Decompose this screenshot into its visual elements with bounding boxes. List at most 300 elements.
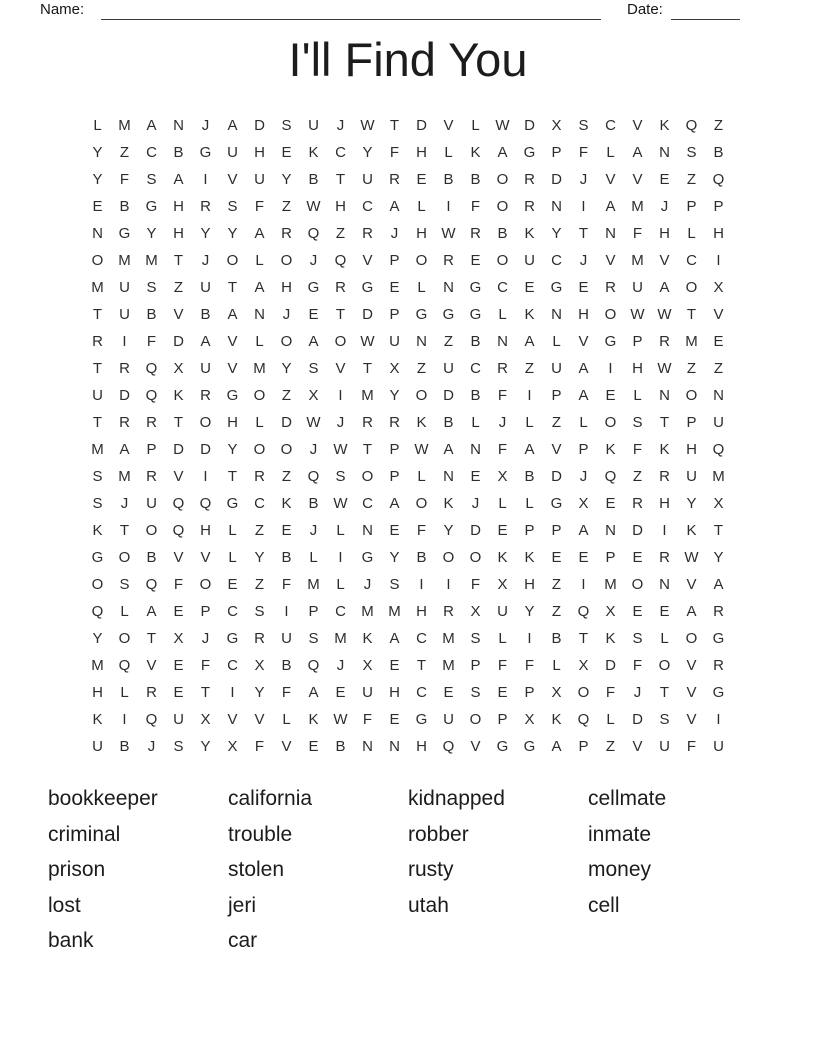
grid-letter: L — [255, 252, 264, 269]
grid-letter: D — [173, 441, 184, 458]
grid-letter: O — [253, 441, 266, 458]
grid-letter: J — [309, 441, 318, 458]
grid-letter: K — [308, 144, 319, 161]
grid-letter: D — [200, 441, 211, 458]
grid-letter: Y — [713, 549, 724, 566]
grid-letter: G — [118, 225, 131, 242]
grid-letter: E — [281, 522, 292, 539]
grid-letter: N — [551, 306, 562, 323]
grid-letter: U — [632, 279, 643, 296]
grid-letter: Z — [713, 117, 724, 134]
grid-letter: M — [712, 468, 725, 485]
grid-letter: A — [200, 333, 211, 350]
grid-letter: M — [631, 252, 644, 269]
grid-letter: Q — [145, 576, 158, 593]
grid-letter: N — [443, 468, 454, 485]
grid-letter: J — [471, 495, 480, 512]
grid-letter: L — [255, 414, 264, 431]
grid-letter: Y — [362, 144, 373, 161]
grid-letter: I — [716, 252, 721, 269]
word-item: inmate — [588, 822, 652, 846]
grid-letter: G — [199, 144, 212, 161]
grid-letter: F — [389, 144, 400, 161]
grid-letter: V — [632, 738, 643, 755]
grid-letter: X — [470, 603, 481, 620]
grid-letter: S — [470, 630, 481, 647]
grid-letter: Q — [91, 603, 104, 620]
grid-letter: A — [632, 144, 643, 161]
grid-letter: Y — [92, 171, 103, 188]
grid-letter: N — [443, 279, 454, 296]
grid-letter: M — [604, 576, 617, 593]
grid-letter: Q — [604, 468, 617, 485]
grid-letter: J — [120, 495, 129, 512]
grid-letter: U — [92, 738, 103, 755]
grid-letter: E — [578, 549, 589, 566]
grid-letter: A — [146, 117, 157, 134]
grid-letter: Q — [334, 252, 347, 269]
grid-letter: R — [659, 549, 670, 566]
grid-letter: O — [496, 252, 509, 269]
grid-letter: V — [605, 171, 616, 188]
grid-letter: I — [581, 576, 586, 593]
grid-letter: N — [713, 387, 724, 404]
grid-letter: J — [633, 684, 642, 701]
grid-letter: R — [254, 468, 265, 485]
grid-letter: E — [578, 279, 589, 296]
grid-letter: R — [524, 198, 535, 215]
grid-letter: O — [604, 414, 617, 431]
grid-letter: X — [497, 576, 508, 593]
grid-letter: A — [605, 198, 616, 215]
grid-letter: O — [226, 252, 239, 269]
grid-letter: L — [228, 549, 237, 566]
grid-letter: E — [605, 387, 616, 404]
grid-letter: Y — [146, 225, 157, 242]
grid-letter: Y — [200, 225, 211, 242]
grid-letter: Z — [713, 360, 724, 377]
grid-letter: P — [470, 657, 481, 674]
grid-letter: X — [497, 468, 508, 485]
grid-letter: Z — [254, 522, 265, 539]
grid-letter: P — [389, 441, 400, 458]
grid-letter: D — [254, 117, 265, 134]
grid-letter: O — [118, 630, 131, 647]
grid-letter: K — [605, 630, 616, 647]
grid-letter: O — [631, 576, 644, 593]
grid-letter: F — [578, 144, 589, 161]
grid-letter: V — [173, 468, 184, 485]
grid-letter: V — [362, 252, 373, 269]
grid-letter: A — [389, 495, 400, 512]
grid-letter: L — [579, 414, 588, 431]
grid-letter: O — [442, 549, 455, 566]
grid-letter: I — [338, 549, 343, 566]
grid-letter: K — [362, 630, 373, 647]
grid-letter: H — [686, 441, 697, 458]
grid-letter: E — [551, 549, 562, 566]
grid-letter: U — [686, 468, 697, 485]
grid-letter: G — [361, 279, 374, 296]
grid-letter: V — [281, 738, 292, 755]
grid-letter: E — [389, 711, 400, 728]
word-item: criminal — [48, 822, 121, 846]
grid-letter: Y — [200, 738, 211, 755]
grid-letter: G — [550, 279, 563, 296]
grid-letter: G — [226, 495, 239, 512]
grid-letter: B — [146, 306, 157, 323]
grid-letter: S — [389, 576, 400, 593]
word-item: stolen — [228, 858, 285, 882]
grid-letter: K — [524, 306, 535, 323]
grid-letter: L — [633, 387, 642, 404]
grid-letter: X — [308, 387, 319, 404]
grid-letter: S — [254, 603, 265, 620]
grid-letter: K — [92, 711, 103, 728]
grid-letter: G — [523, 738, 536, 755]
grid-letter: Z — [443, 333, 454, 350]
grid-letter: Y — [524, 603, 535, 620]
grid-letter: D — [551, 468, 562, 485]
grid-letter: G — [712, 684, 725, 701]
grid-letter: H — [173, 198, 184, 215]
grid-letter: X — [605, 603, 616, 620]
grid-letter: Y — [443, 522, 454, 539]
grid-letter: U — [443, 360, 454, 377]
grid-letter: B — [146, 549, 157, 566]
grid-letter: N — [659, 144, 670, 161]
word-item: trouble — [228, 822, 293, 846]
grid-letter: J — [309, 522, 318, 539]
grid-letter: Y — [227, 441, 238, 458]
grid-letter: N — [659, 576, 670, 593]
grid-letter: A — [578, 360, 589, 377]
word-item: utah — [408, 893, 449, 917]
word-list-column — [408, 781, 588, 959]
grid-letter: X — [254, 657, 265, 674]
grid-letter: J — [201, 630, 210, 647]
grid-letter: D — [443, 387, 454, 404]
grid-letter: A — [308, 684, 319, 701]
grid-letter: S — [227, 198, 238, 215]
grid-letter: H — [416, 738, 427, 755]
grid-letter: T — [227, 279, 238, 296]
grid-letter: O — [415, 495, 428, 512]
grid-letter: B — [119, 198, 130, 215]
grid-letter: E — [632, 549, 643, 566]
grid-letter: H — [200, 522, 211, 539]
grid-letter: N — [92, 225, 103, 242]
grid-letter: N — [497, 333, 508, 350]
grid-letter: K — [443, 495, 454, 512]
grid-letter: B — [470, 171, 481, 188]
grid-letter: H — [281, 279, 292, 296]
grid-letter: T — [659, 414, 670, 431]
grid-letter: M — [388, 603, 401, 620]
grid-letter: Z — [605, 738, 616, 755]
grid-letter: W — [441, 225, 456, 242]
grid-letter: Z — [335, 225, 346, 242]
grid-letter: B — [281, 657, 292, 674]
grid-letter: B — [173, 144, 184, 161]
grid-letter: K — [281, 495, 292, 512]
grid-letter: F — [470, 576, 481, 593]
grid-letter: X — [578, 495, 589, 512]
grid-letter: T — [92, 306, 103, 323]
grid-letter: U — [713, 738, 724, 755]
grid-letter: R — [119, 414, 130, 431]
grid-letter: C — [227, 603, 238, 620]
grid-letter: J — [363, 576, 372, 593]
grid-letter: J — [660, 198, 669, 215]
grid-letter: O — [145, 522, 158, 539]
grid-letter: C — [416, 630, 427, 647]
grid-letter: W — [333, 711, 348, 728]
grid-letter: Q — [172, 495, 185, 512]
grid-letter: V — [443, 117, 454, 134]
grid-letter: P — [551, 387, 562, 404]
grid-letter: L — [498, 495, 507, 512]
grid-letter: F — [281, 684, 292, 701]
grid-letter: J — [336, 657, 345, 674]
grid-letter: B — [443, 171, 454, 188]
grid-letter: B — [281, 549, 292, 566]
grid-letter: Y — [389, 387, 400, 404]
grid-letter: L — [525, 495, 534, 512]
grid-letter: Q — [307, 225, 320, 242]
grid-letter: U — [146, 495, 157, 512]
grid-letter: A — [524, 441, 535, 458]
grid-letter: C — [497, 279, 508, 296]
grid-letter: Z — [551, 414, 562, 431]
grid-letter: F — [686, 738, 697, 755]
grid-letter: W — [333, 441, 348, 458]
grid-letter: V — [605, 252, 616, 269]
grid-letter: R — [659, 468, 670, 485]
grid-letter: Z — [281, 387, 292, 404]
grid-letter: E — [308, 306, 319, 323]
grid-letter: P — [497, 711, 508, 728]
grid-letter: P — [146, 441, 157, 458]
grid-letter: H — [524, 576, 535, 593]
grid-letter: N — [470, 441, 481, 458]
grid-letter: P — [551, 522, 562, 539]
grid-letter: G — [415, 711, 428, 728]
grid-letter: E — [281, 144, 292, 161]
grid-letter: V — [470, 738, 481, 755]
grid-letter: K — [524, 549, 535, 566]
word-item: lost — [48, 893, 81, 917]
grid-letter: O — [199, 414, 212, 431]
grid-letter: E — [443, 684, 454, 701]
grid-letter: I — [581, 198, 586, 215]
grid-letter: Q — [307, 657, 320, 674]
grid-letter: I — [446, 198, 451, 215]
grid-letter: P — [578, 738, 589, 755]
grid-letter: T — [578, 630, 589, 647]
grid-letter: A — [659, 279, 670, 296]
grid-letter: E — [416, 171, 427, 188]
puzzle-title: I'll Find You — [288, 33, 528, 86]
grid-letter: K — [497, 549, 508, 566]
grid-letter: M — [118, 117, 131, 134]
date-blank-line — [671, 0, 740, 20]
grid-letter: A — [578, 387, 589, 404]
grid-letter: V — [173, 549, 184, 566]
grid-letter: Y — [92, 144, 103, 161]
grid-letter: F — [632, 657, 643, 674]
grid-letter: B — [308, 495, 319, 512]
grid-letter: E — [389, 279, 400, 296]
date-label: Date: — [627, 1, 663, 18]
word-item: money — [588, 858, 652, 882]
grid-letter: H — [659, 495, 670, 512]
grid-letter: I — [203, 468, 208, 485]
grid-letter: E — [389, 522, 400, 539]
grid-letter: L — [417, 279, 426, 296]
grid-letter: J — [282, 306, 291, 323]
grid-letter: H — [416, 144, 427, 161]
grid-letter: B — [416, 549, 427, 566]
grid-letter: A — [524, 333, 535, 350]
grid-letter: F — [497, 657, 508, 674]
grid-letter: R — [335, 279, 346, 296]
grid-letter: A — [227, 117, 238, 134]
grid-letter: C — [254, 495, 265, 512]
grid-letter: K — [308, 711, 319, 728]
grid-letter: L — [606, 711, 615, 728]
grid-letter: P — [524, 522, 535, 539]
grid-letter: Q — [145, 387, 158, 404]
grid-letter: O — [685, 279, 698, 296]
grid-letter: T — [713, 522, 724, 539]
grid-letter: T — [362, 360, 373, 377]
grid-letter: T — [200, 684, 211, 701]
grid-letter: K — [551, 711, 562, 728]
grid-letter: O — [253, 387, 266, 404]
grid-letter: N — [362, 522, 373, 539]
grid-letter: V — [686, 576, 697, 593]
grid-letter: I — [122, 333, 127, 350]
grid-letter: S — [632, 630, 643, 647]
grid-letter: U — [713, 414, 724, 431]
grid-letter: N — [605, 522, 616, 539]
grid-letter: B — [335, 738, 346, 755]
grid-letter: E — [173, 603, 184, 620]
grid-letter: V — [713, 306, 724, 323]
grid-letter: Y — [281, 360, 292, 377]
grid-letter: F — [524, 657, 535, 674]
grid-letter: L — [552, 657, 561, 674]
grid-letter: P — [686, 198, 697, 215]
grid-letter: L — [471, 414, 480, 431]
grid-letter: M — [118, 468, 131, 485]
grid-letter: K — [524, 225, 535, 242]
grid-letter: P — [578, 441, 589, 458]
grid-letter: F — [281, 576, 292, 593]
grid-letter: N — [416, 333, 427, 350]
grid-letter: H — [713, 225, 724, 242]
grid-letter: Q — [172, 522, 185, 539]
grid-letter: E — [470, 468, 481, 485]
grid-letter: J — [498, 414, 507, 431]
word-search-grid — [84, 112, 732, 760]
grid-letter: H — [173, 225, 184, 242]
grid-letter: A — [146, 603, 157, 620]
grid-letter: O — [118, 549, 131, 566]
grid-letter: D — [119, 387, 130, 404]
grid-letter: R — [146, 684, 157, 701]
grid-letter: U — [227, 144, 238, 161]
grid-letter: O — [91, 576, 104, 593]
grid-letter: L — [309, 549, 318, 566]
grid-letter: W — [684, 549, 699, 566]
grid-letter: Y — [227, 225, 238, 242]
grid-letter: I — [527, 387, 532, 404]
grid-letter: R — [362, 414, 373, 431]
grid-letter: G — [442, 306, 455, 323]
grid-letter: Q — [712, 171, 725, 188]
grid-letter: L — [255, 333, 264, 350]
grid-letter: T — [92, 414, 103, 431]
grid-letter: Z — [551, 603, 562, 620]
grid-letter: A — [119, 441, 130, 458]
grid-letter: T — [92, 360, 103, 377]
grid-letter: Z — [686, 360, 697, 377]
grid-letter: S — [119, 576, 130, 593]
grid-letter: V — [632, 171, 643, 188]
grid-letter: L — [660, 630, 669, 647]
grid-letter: E — [659, 171, 670, 188]
grid-letter: S — [578, 117, 589, 134]
grid-letter: J — [390, 225, 399, 242]
grid-letter: R — [200, 387, 211, 404]
grid-letter: U — [308, 117, 319, 134]
grid-letter: T — [227, 468, 238, 485]
word-list-column — [48, 781, 228, 959]
grid-letter: R — [362, 225, 373, 242]
grid-letter: Z — [524, 360, 535, 377]
word-list-column — [588, 781, 768, 959]
grid-letter: X — [227, 738, 238, 755]
grid-letter: O — [496, 171, 509, 188]
grid-letter: A — [254, 225, 265, 242]
grid-letter: D — [632, 522, 643, 539]
word-item: car — [228, 929, 258, 953]
grid-letter: Q — [577, 603, 590, 620]
grid-letter: W — [360, 333, 375, 350]
grid-letter: G — [469, 279, 482, 296]
grid-letter: T — [119, 522, 130, 539]
grid-letter: L — [120, 684, 129, 701]
grid-letter: M — [118, 252, 131, 269]
grid-letter: W — [495, 117, 510, 134]
grid-letter: V — [146, 657, 157, 674]
grid-letter: C — [146, 144, 157, 161]
grid-letter: S — [686, 144, 697, 161]
grid-letter: R — [443, 603, 454, 620]
grid-letter: H — [389, 684, 400, 701]
grid-letter: S — [173, 738, 184, 755]
grid-letter: O — [415, 387, 428, 404]
grid-letter: I — [338, 387, 343, 404]
grid-letter: E — [632, 603, 643, 620]
grid-letter: C — [335, 603, 346, 620]
grid-letter: A — [497, 144, 508, 161]
grid-letter: Y — [254, 684, 265, 701]
grid-letter: C — [335, 144, 346, 161]
grid-letter: H — [416, 603, 427, 620]
